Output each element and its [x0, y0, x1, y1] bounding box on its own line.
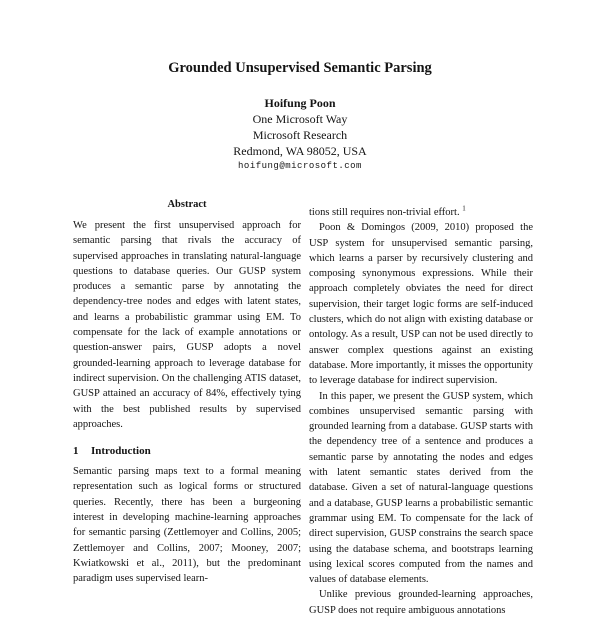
section-title: Introduction — [91, 445, 151, 458]
author-name: Hoifung Poon — [264, 96, 336, 110]
author-address-line1: One Microsoft Way — [252, 112, 348, 126]
abstract-heading: Abstract — [167, 199, 207, 210]
section-number: 1 — [73, 445, 79, 458]
introduction-paragraph-1: Semantic parsing maps text to a formal meaning representation such as logical forms or structured queries. Recently, there has been a burgeoning interest in developing machine-learning approaches for semantic parsing (Zettlemoyer and Collins, 2005; Zettlemoyer and Collins, 2007; Mooney, 2007; Kwiatkowski et al., 2011), but the predominant paradigm uses supervised learn- — [73, 466, 301, 585]
section-heading-introduction — [73, 444, 301, 458]
left-column — [73, 198, 301, 587]
paragraph-grounded-learning: Unlike previous grounded-learning approaches, GUSP does not require ambiguous annotations — [309, 589, 533, 616]
abstract-body: We present the first unsupervised approach for semantic parsing that rivals the accuracy of supervised approaches in translating natural-language questions to database queries. Our GUSP system produces a semantic parse by annotating the dependency-tree nodes and edges with latent states, and learns a probabilistic grammar using EM. To compensate for the lack of example annotations or question-answer pairs, GUSP adopts a novel grounded-learning approach to leverage database for indirect supervision. On the challenging ATIS dataset, GUSP attained an accuracy of 84%, effectively tying with the best published results by supervised approaches. — [73, 220, 301, 430]
continued-paragraph — [309, 205, 533, 220]
paper-title: Grounded Unsupervised Semantic Parsing — [168, 60, 432, 76]
author-address-line2: Microsoft Research — [252, 128, 348, 142]
right-column — [309, 205, 533, 618]
author-block — [0, 95, 600, 173]
footnote-marker: 1 — [462, 204, 466, 213]
paragraph-gusp-system: In this paper, we present the GUSP system, which combines unsupervised semantic parsing with grounded learning from a database. GUSP starts with the dependency tree of a sentence and produces a semantic parse by annotating the nodes and edges with latent semantic states derived from the database. Given a set of natural-language questions and a database, GUSP learns a probabilistic semantic grammar using EM. To compensate for the lack of direct supervision, GUSP constrains the search space using the database schema, and bootstraps learning using lexical scores computed from the names and values of database elements. — [309, 390, 533, 586]
author-email: hoifung@microsoft.com — [238, 161, 362, 171]
paragraph-usp: Poon & Domingos (2009, 2010) proposed the USP system for unsupervised semantic parsing, which learns a parser by recursively clustering and composing synonymous expressions. While their approach completely obviates the need for direct supervision, their target logic forms are self-induced clusters, which do not align with existing database or ontology. As a result, USP can not be used directly to answer complex questions against an existing database. More importantly, it misses the opportunity to leverage database for indirect supervision. — [309, 222, 533, 387]
author-address-line3: Redmond, WA 98052, USA — [233, 144, 367, 158]
continued-text: tions still requires non-trivial effort. — [309, 207, 460, 218]
